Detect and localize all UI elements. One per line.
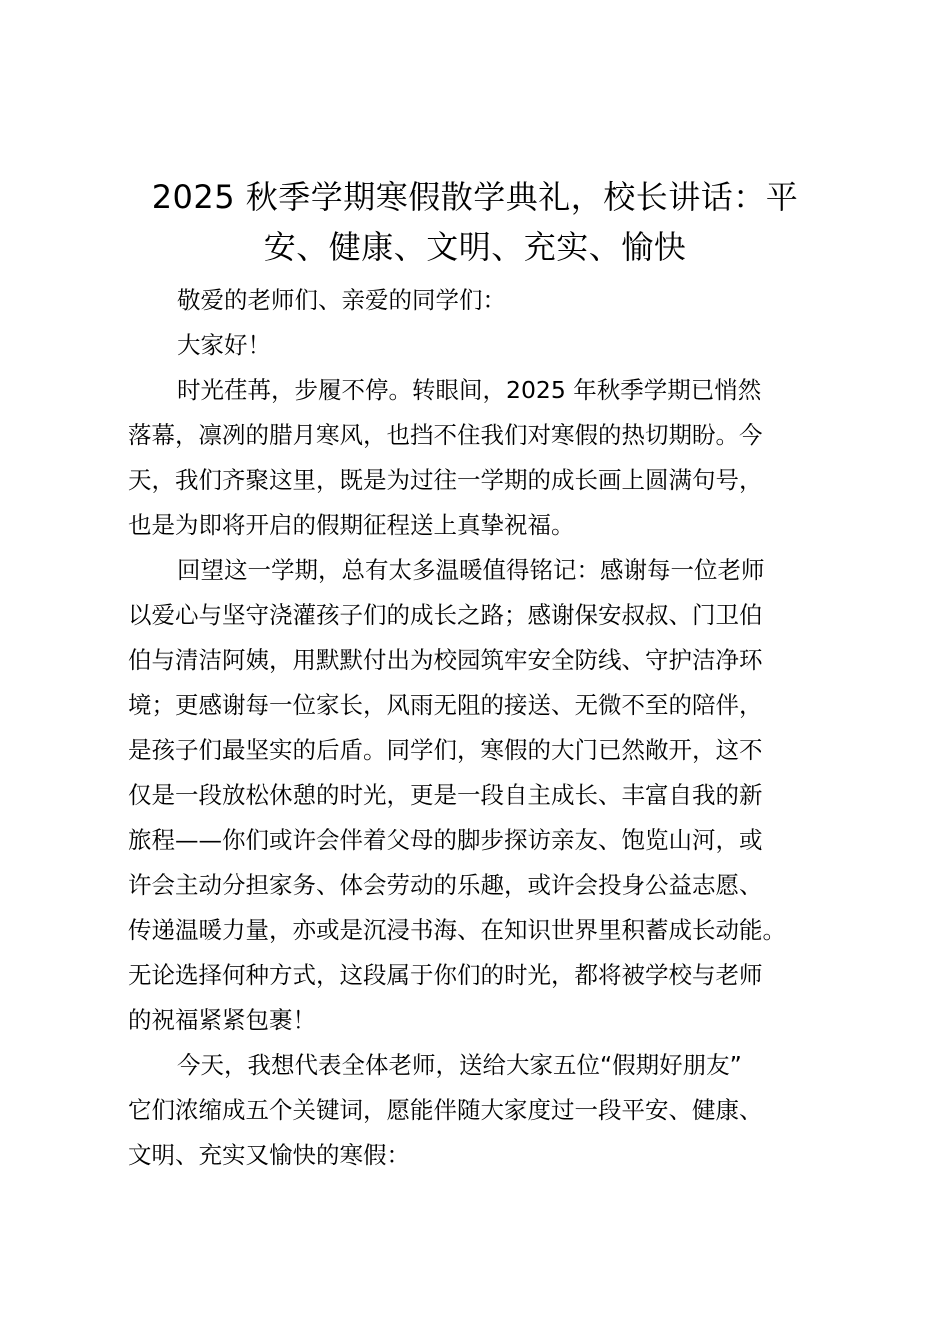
paragraph-line: 文明、充实又愉快的寒假：: [128, 1141, 410, 1169]
paragraph-3: [128, 1043, 850, 1178]
paragraph-2: [128, 548, 850, 1043]
paragraph-line: 今天，我想代表全体老师，送给大家五位“假期好朋友”: [177, 1051, 742, 1079]
paragraph-line: 旅程——你们或许会伴着父母的脚步探访亲友、饱览山河，或: [128, 826, 763, 854]
paragraph-line: 传递温暖力量，亦或是沉浸书海、在知识世界里积蓄成长动能。: [128, 916, 786, 944]
document-title: [110, 172, 840, 272]
title-line: 安、健康、文明、充实、愉快: [263, 228, 687, 266]
paragraph-line: 它们浓缩成五个关键词，愿能伴随大家度过一段平安、健康、: [128, 1096, 763, 1124]
paragraph-line: 境；更感谢每一位家长，风雨无阻的接送、无微不至的陪伴，: [128, 691, 763, 719]
paragraph-line: 时光荏苒，步履不停。转眼间，2025 年秋季学期已悄然: [177, 376, 762, 404]
paragraph-line: 以爱心与坚守浇灌孩子们的成长之路；感谢保安叔叔、门卫伯: [128, 601, 763, 629]
paragraph-line: 是孩子们最坚实的后盾。同学们，寒假的大门已然敞开，这不: [128, 736, 763, 764]
paragraph-line: 仅是一段放松休憩的时光，更是一段自主成长、丰富自我的新: [128, 781, 763, 809]
greeting: 大家好！: [177, 331, 271, 359]
paragraph-line: 落幕，凛冽的腊月寒风，也挡不住我们对寒假的热切期盼。今: [128, 421, 763, 449]
paragraph-line: 天，我们齐聚这里，既是为过往一学期的成长画上圆满句号，: [128, 466, 763, 494]
paragraph-line: 回望这一学期，总有太多温暖值得铭记：感谢每一位老师: [177, 556, 765, 584]
paragraph-1: [128, 368, 850, 548]
paragraph-line: 伯与清洁阿姨，用默默付出为校园筑牢安全防线、守护洁净环: [128, 646, 763, 674]
paragraph-line: 也是为即将开启的假期征程送上真挚祝福。: [128, 511, 575, 539]
salutation: 敬爱的老师们、亲爱的同学们：: [177, 286, 506, 314]
paragraph-line: 的祝福紧紧包裹！: [128, 1006, 316, 1034]
title-line: 2025 秋季学期寒假散学典礼，校长讲话：平: [151, 178, 799, 216]
document-body: [128, 278, 850, 1178]
paragraph-line: 许会主动分担家务、体会劳动的乐趣，或许会投身公益志愿、: [128, 871, 763, 899]
paragraph-line: 无论选择何种方式，这段属于你们的时光，都将被学校与老师: [128, 961, 763, 989]
